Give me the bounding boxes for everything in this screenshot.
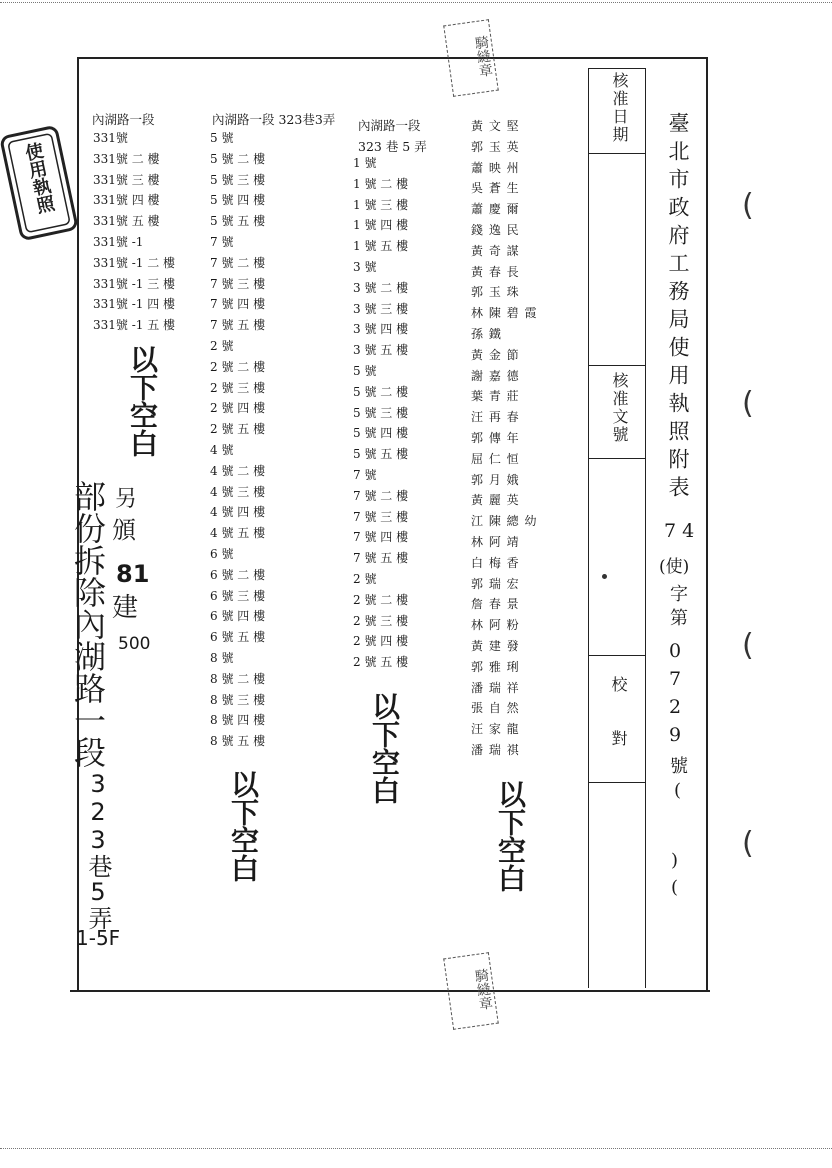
address-row: 5 號 三 樓 (353, 405, 409, 420)
owner-name: 黃 奇 謀 (471, 243, 520, 258)
form-border-bottom (70, 990, 710, 992)
owner-name: 孫 鐵 (471, 326, 502, 341)
address-row: 4 號 四 樓 (210, 505, 266, 520)
address-row: 2 號 二 樓 (353, 592, 409, 607)
address-row: 2 號 四 樓 (353, 634, 409, 649)
scan-top-edge (0, 2, 832, 3)
seam-stamp-top: 騎縫章 (443, 19, 499, 97)
address-row: 5 號 二 樓 (210, 151, 266, 166)
address-row: 2 號 三 樓 (210, 380, 266, 395)
address-row: 8 號 二 樓 (210, 671, 266, 686)
handwritten-note-small-a: 另 (115, 487, 138, 512)
owner-name: 黃 麗 英 (471, 493, 520, 508)
handwritten-note-small-e: 500 (118, 634, 151, 654)
owner-name: 蕭 映 州 (471, 160, 520, 175)
address-column-2 (210, 128, 265, 752)
owner-name: 林 陳 碧 霞 (471, 306, 538, 321)
form-border-top (77, 57, 707, 59)
address-row: 1 號 (353, 156, 377, 170)
address-row: 7 號 二 樓 (210, 255, 266, 270)
address-row: 3 號 四 樓 (353, 322, 409, 337)
doc-number-value: 0729 (664, 640, 686, 752)
address-row: 5 號 五 樓 (353, 447, 409, 462)
address-row: 7 號 二 樓 (353, 488, 409, 503)
address-row: 7 號 四 樓 (210, 297, 266, 312)
doc-number-suffix: 號( (667, 756, 688, 807)
address-row: 5 號 四 樓 (353, 426, 409, 441)
owner-name: 蕭 慶 爾 (471, 202, 520, 217)
doc-number-year: 74 (664, 520, 701, 542)
binding-hole-icon: ( (742, 628, 754, 663)
owner-name: 郭 雅 琍 (471, 659, 520, 674)
page-title: 臺北市政府工務局使用執照附表 (666, 112, 690, 504)
address-row: 6 號 三 樓 (210, 588, 266, 603)
handwritten-note-small-d: 建 (112, 593, 139, 623)
address-row: 331號 -1 五 樓 (93, 318, 176, 333)
sidebar-top-line (588, 68, 646, 69)
doc-number-char: 字第 (667, 584, 688, 632)
address-row: 3 號 (353, 259, 377, 274)
doc-number-extra: )( (664, 850, 685, 904)
owner-name: 黃 金 節 (471, 347, 520, 362)
address-row: 3 號 五 樓 (353, 343, 409, 358)
sidebar-dot (602, 574, 607, 579)
address-row: 1 號 三 樓 (353, 197, 409, 212)
binding-hole-icon: ( (742, 188, 754, 223)
address-row: 6 號 四 樓 (210, 609, 266, 624)
address-row: 7 號 (353, 467, 377, 482)
address-row: 1 號 二 樓 (353, 176, 409, 191)
address-row: 331號 -1 (93, 234, 144, 249)
address-row: 331號 五 樓 (93, 214, 160, 229)
address-row: 5 號 二 樓 (353, 384, 409, 399)
binding-hole-icon: ( (742, 826, 754, 861)
address-row: 331號 三 樓 (93, 172, 160, 187)
seal-text: 使用執照 (20, 140, 57, 216)
address-row: 3 號 二 樓 (353, 280, 409, 295)
owner-name: 潘 瑞 祺 (471, 742, 520, 757)
owner-name: 吳 蒼 生 (471, 181, 520, 196)
owner-name: 詹 春 景 (471, 597, 520, 612)
address-row: 8 號 三 樓 (210, 692, 266, 707)
seal-label: 對 (609, 730, 628, 748)
address-column-3 (353, 153, 408, 673)
address-row: 5 號 四 樓 (210, 193, 266, 208)
blank-mark-col2: 以下空白 (227, 770, 260, 882)
owner-name: 林 阿 靖 (471, 534, 520, 549)
address-row: 7 號 三 樓 (210, 276, 266, 291)
blank-mark-col1: 以下空白 (126, 345, 159, 457)
sidebar-line-3 (588, 458, 646, 459)
address-row: 8 號 五 樓 (210, 734, 266, 749)
sidebar-line-5 (588, 782, 646, 783)
address-row: 8 號 (210, 650, 234, 665)
handwritten-note-small-b: 頒 (112, 516, 136, 544)
owner-name: 郭 瑞 宏 (471, 576, 520, 591)
owner-name: 汪 家 龍 (471, 722, 520, 737)
owner-name: 張 自 然 (471, 701, 520, 716)
address-row: 2 號 五 樓 (353, 655, 409, 670)
address-row: 2 號 二 樓 (210, 359, 266, 374)
column-header-3: 內湖路一段 (358, 118, 421, 133)
address-row: 7 號 (210, 234, 234, 249)
address-row: 2 號 (210, 338, 234, 353)
owner-name: 謝 嘉 德 (471, 368, 520, 383)
owner-name: 屈 仁 恒 (471, 451, 520, 466)
approval-date-label: 核准日期 (610, 72, 629, 144)
handwritten-note-small-c: 81 (116, 560, 150, 588)
address-row: 2 號 三 樓 (353, 613, 409, 628)
sidebar-line-1 (588, 153, 646, 154)
address-row: 5 號 (353, 363, 377, 378)
owner-name: 郭 月 娥 (471, 472, 520, 487)
handwritten-note-line1: 部份拆除內湖路一段 (69, 480, 107, 768)
address-row: 6 號 (210, 546, 234, 561)
owner-name: 汪 再 春 (471, 410, 520, 425)
doc-number-category: (使) (659, 557, 690, 577)
owner-name: 葉 青 莊 (471, 389, 520, 404)
address-row: 331號 (93, 131, 128, 145)
address-row: 7 號 三 樓 (353, 509, 409, 524)
handwritten-note-small-f: 1-5F (76, 926, 121, 950)
handwritten-note-line2: 323巷5弄 (84, 770, 112, 930)
address-row: 7 號 四 樓 (353, 530, 409, 545)
owner-name: 黃 春 長 (471, 264, 520, 279)
address-row: 8 號 四 樓 (210, 713, 266, 728)
sidebar-divider-left (588, 68, 589, 988)
sidebar-divider-right (645, 68, 646, 988)
owner-name: 郭 玉 珠 (471, 285, 520, 300)
owner-name: 白 梅 香 (471, 555, 520, 570)
address-row: 2 號 (353, 571, 377, 586)
owner-name: 林 阿 粉 (471, 618, 520, 633)
address-row: 1 號 四 樓 (353, 218, 409, 233)
address-row: 331號 -1 三 樓 (93, 276, 176, 291)
owner-name: 郭 傳 年 (471, 430, 520, 445)
owner-name: 江 陳 總 幼 (471, 514, 538, 529)
address-row: 331號 -1 二 樓 (93, 255, 176, 270)
address-row: 331號 二 樓 (93, 151, 160, 166)
owner-name: 黃 建 發 (471, 638, 520, 653)
column-header-3-sub: 323 巷 5 弄 (358, 139, 427, 154)
address-row: 6 號 二 樓 (210, 567, 266, 582)
form-border-right (706, 57, 708, 992)
address-row: 3 號 三 樓 (353, 301, 409, 316)
owner-name: 郭 玉 英 (471, 139, 520, 154)
address-row: 7 號 五 樓 (353, 551, 409, 566)
blank-mark-names: 以下空白 (494, 780, 527, 892)
address-row: 6 號 五 樓 (210, 630, 266, 645)
address-row: 7 號 五 樓 (210, 318, 266, 333)
sidebar-line-2 (588, 365, 646, 366)
seam-stamp-bottom: 騎縫章 (443, 952, 499, 1030)
proof-label: 校 (609, 676, 628, 694)
sidebar-line-4 (588, 655, 646, 656)
address-row: 5 號 五 樓 (210, 214, 266, 229)
address-row: 5 號 (210, 131, 234, 145)
address-row: 331號 -1 四 樓 (93, 297, 176, 312)
address-column-1 (93, 128, 175, 336)
approval-doc-label: 核准文號 (610, 372, 629, 444)
owner-name: 潘 瑞 祥 (471, 680, 520, 695)
owner-name: 黃 文 堅 (471, 119, 520, 133)
blank-mark-col3: 以下空白 (368, 692, 401, 804)
owner-name: 錢 逸 民 (471, 222, 520, 237)
address-row: 4 號 二 樓 (210, 463, 266, 478)
column-header-1: 內湖路一段 (92, 112, 155, 127)
binding-hole-icon: ( (742, 386, 754, 421)
owner-name-column (471, 116, 537, 761)
address-row: 2 號 四 樓 (210, 401, 266, 416)
address-row: 4 號 五 樓 (210, 526, 266, 541)
address-row: 4 號 (210, 442, 234, 457)
address-row: 1 號 五 樓 (353, 239, 409, 254)
address-row: 2 號 五 樓 (210, 422, 266, 437)
address-row: 4 號 三 樓 (210, 484, 266, 499)
address-row: 5 號 三 樓 (210, 172, 266, 187)
official-seal (0, 123, 81, 243)
address-row: 331號 四 樓 (93, 193, 160, 208)
scan-bottom-edge (0, 1148, 832, 1149)
column-header-2: 內湖路一段 323巷3弄 (212, 112, 336, 127)
